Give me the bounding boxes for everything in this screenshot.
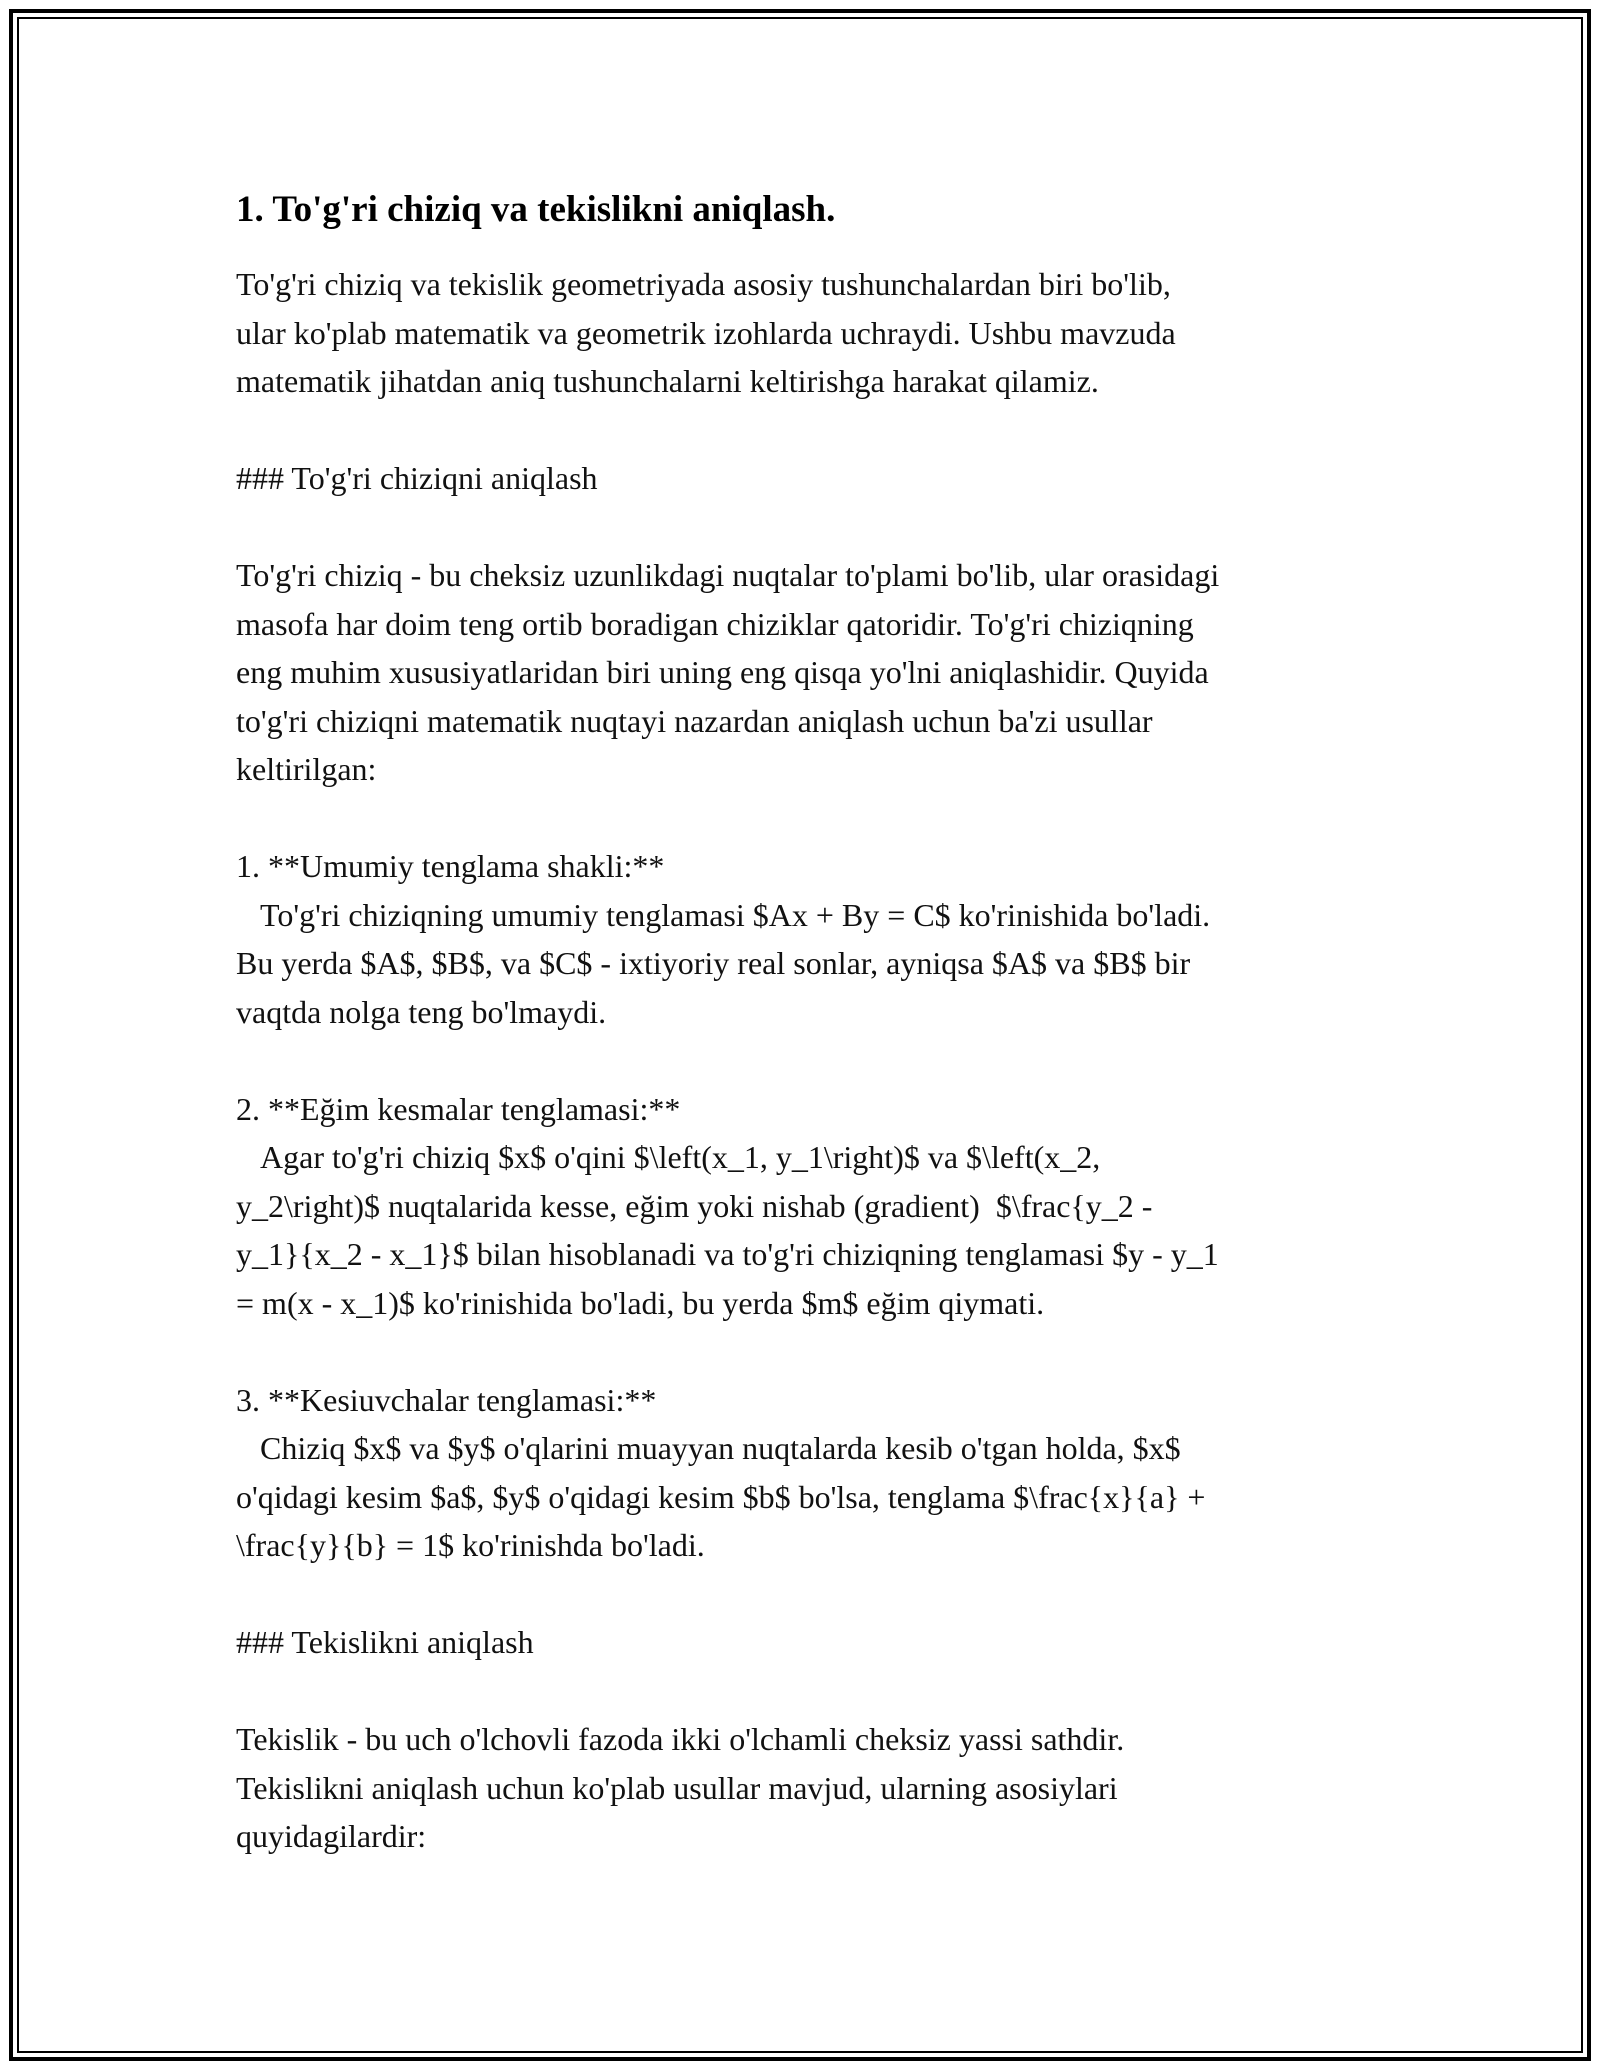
- document-title: 1. To'g'ri chiziq va tekislikni aniqlash.: [236, 189, 836, 230]
- subheading-line: ### To'g'ri chiziqni aniqlash: [236, 460, 598, 496]
- line-definition-paragraph: To'g'ri chiziq - bu cheksiz uzunlikdagi nuqtalar to'plami bo'lib, ular orasidagi masofa har doim teng ortib boradigan chiziklar qatoridir. To'g'ri chiziqning eng muhim xususiyatlaridan biri uning eng qisqa yo'lni aniqlashidir. Quyida to'g'ri chiziqni matematik nuqtayi nazardan aniqlash uchun ba'zi usullar keltirilgan:: [236, 557, 1220, 787]
- list-item-slope-equation: 2. **Eğim kesmalar tenglamasi:** Agar to'g'ri chiziq $x$ o'qini $\left(x_1, y_1\right)$ va $\left(x_2, y_2\right)$ nuqtalarida kesse, eğim yoki nishab (gradient) $\frac{y_2 - y_1}{x_2 - x_1}$ bilan hisoblanadi va to'g'ri chiziqning tenglamasi $y - y_1 = m(x - x_1)$ ko'rinishida bo'ladi, bu yerda $m$ eğim qiymati.: [236, 1090, 1219, 1321]
- list-item-general-equation: 1. **Umumiy tenglama shakli:** To'g'ri chiziqning umumiy tenglamasi $Ax + By = C$ ko'rinishida bo'ladi. Bu yerda $A$, $B$, va $C$ - ixtiyoriy real sonlar, ayniqsa $A$ va $B$ bir vaqtda nolga teng bo'lmaydi.: [236, 848, 1211, 1030]
- subheading-plane: ### Tekislikni aniqlash: [236, 1624, 534, 1660]
- plane-definition-paragraph: Tekislik - bu uch o'lchovli fazoda ikki o'lchamli cheksiz yassi sathdir. Tekislikni aniqlash uchun ko'plab usullar mavjud, ularning asosiylari quyidagilardir:: [236, 1721, 1125, 1854]
- intro-paragraph: To'g'ri chiziq va tekislik geometriyada asosiy tushunchalardan biri bo'lib, ular ko'plab matematik va geometrik izohlarda uchraydi. Ushbu mavzuda matematik jihatdan aniq tushunchalarni keltirishga harakat qilamiz.: [236, 266, 1176, 399]
- document-body: [236, 186, 1366, 1861]
- list-item-intercept-equation: 3. **Kesiuvchalar tenglamasi:** Chiziq $x$ va $y$ o'qlarini muayyan nuqtalarda kesib o'tgan holda, $x$ o'qidagi kesim $a$, $y$ o'qidagi kesim $b$ bo'lsa, tenglama $\frac{x}{a} + \frac{y}{b} = 1$ ko'rinishda bo'ladi.: [236, 1381, 1206, 1563]
